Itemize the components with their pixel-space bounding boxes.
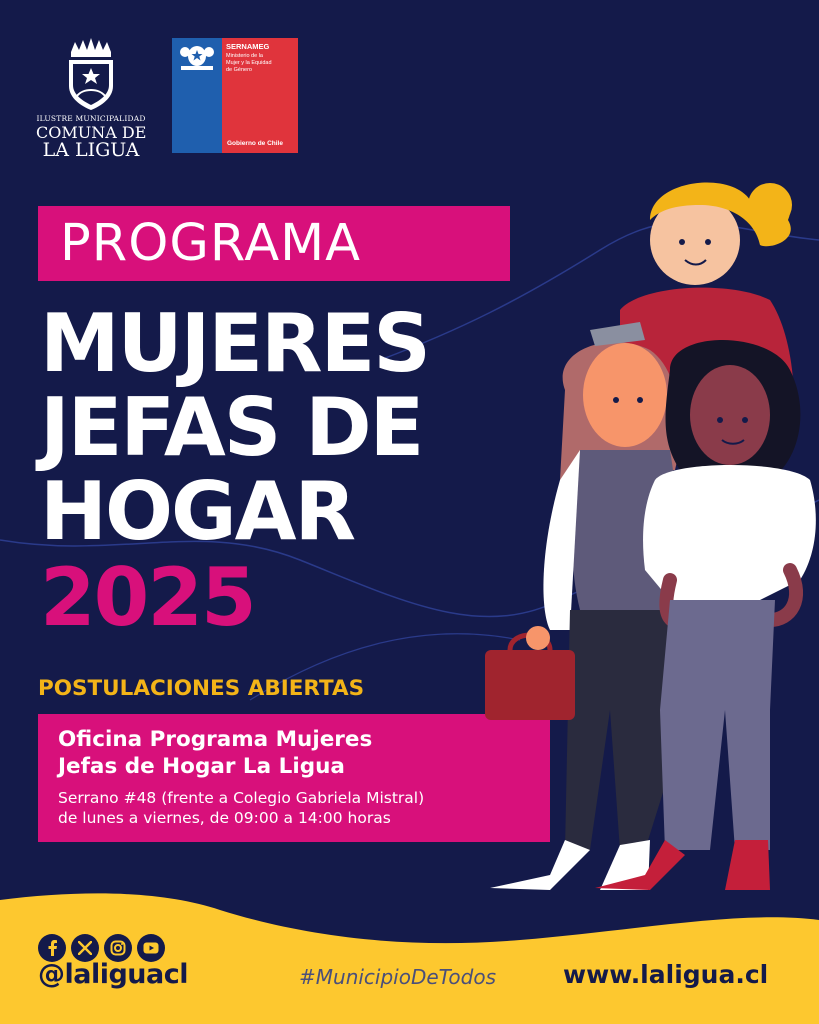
facebook-icon[interactable]	[38, 934, 66, 962]
program-label: PROGRAMA	[60, 214, 362, 273]
title-line: JEFAS DE	[40, 381, 423, 474]
office-address-line: Serrano #48 (frente a Colegio Gabriela Mistral)	[58, 789, 425, 807]
office-title-line: Oficina Programa Mujeres	[58, 727, 373, 752]
municipality-line1: ILUSTRE MUNICIPALIDAD	[36, 114, 146, 123]
office-title-line: Jefas de Hogar La Ligua	[58, 754, 345, 779]
title-line: MUJERES	[40, 297, 429, 390]
instagram-icon[interactable]	[104, 934, 132, 962]
sernameg-blue-panel	[172, 38, 222, 153]
sernameg-desc-line: Ministerio de la	[226, 53, 263, 59]
sernameg-red-panel	[222, 38, 298, 153]
sernameg-logo	[172, 38, 298, 153]
municipality-logo	[36, 38, 147, 161]
x-icon[interactable]	[71, 934, 99, 962]
sernameg-desc-line: Mujer y la Equidad	[226, 60, 272, 66]
program-label-box	[38, 206, 510, 281]
sernameg-title: SERNAMEG	[226, 42, 270, 51]
government-label: Gobierno de Chile	[227, 140, 283, 147]
municipality-line3: LA LIGUA	[42, 139, 140, 161]
crest-icon	[65, 38, 117, 110]
website-link[interactable]: www.laligua.cl	[563, 960, 769, 989]
office-address	[58, 788, 424, 828]
youtube-icon[interactable]	[137, 934, 165, 962]
chile-emblem-icon	[177, 42, 217, 72]
title-line: HOGAR	[40, 465, 355, 558]
municipality-line2: COMUNA DE	[36, 123, 147, 142]
office-address-line: de lunes a viernes, de 09:00 a 14:00 horas	[58, 809, 391, 827]
sernameg-desc-line: de Género	[226, 67, 252, 73]
call-to-action: POSTULACIONES ABIERTAS	[38, 676, 365, 701]
year: 2025	[40, 551, 255, 644]
social-handle[interactable]: @laliguacl	[38, 959, 189, 990]
hashtag: #MunicipioDeTodos	[299, 965, 497, 989]
office-title	[58, 726, 372, 780]
three-women-illustration	[470, 150, 819, 895]
social-icons	[38, 934, 165, 962]
